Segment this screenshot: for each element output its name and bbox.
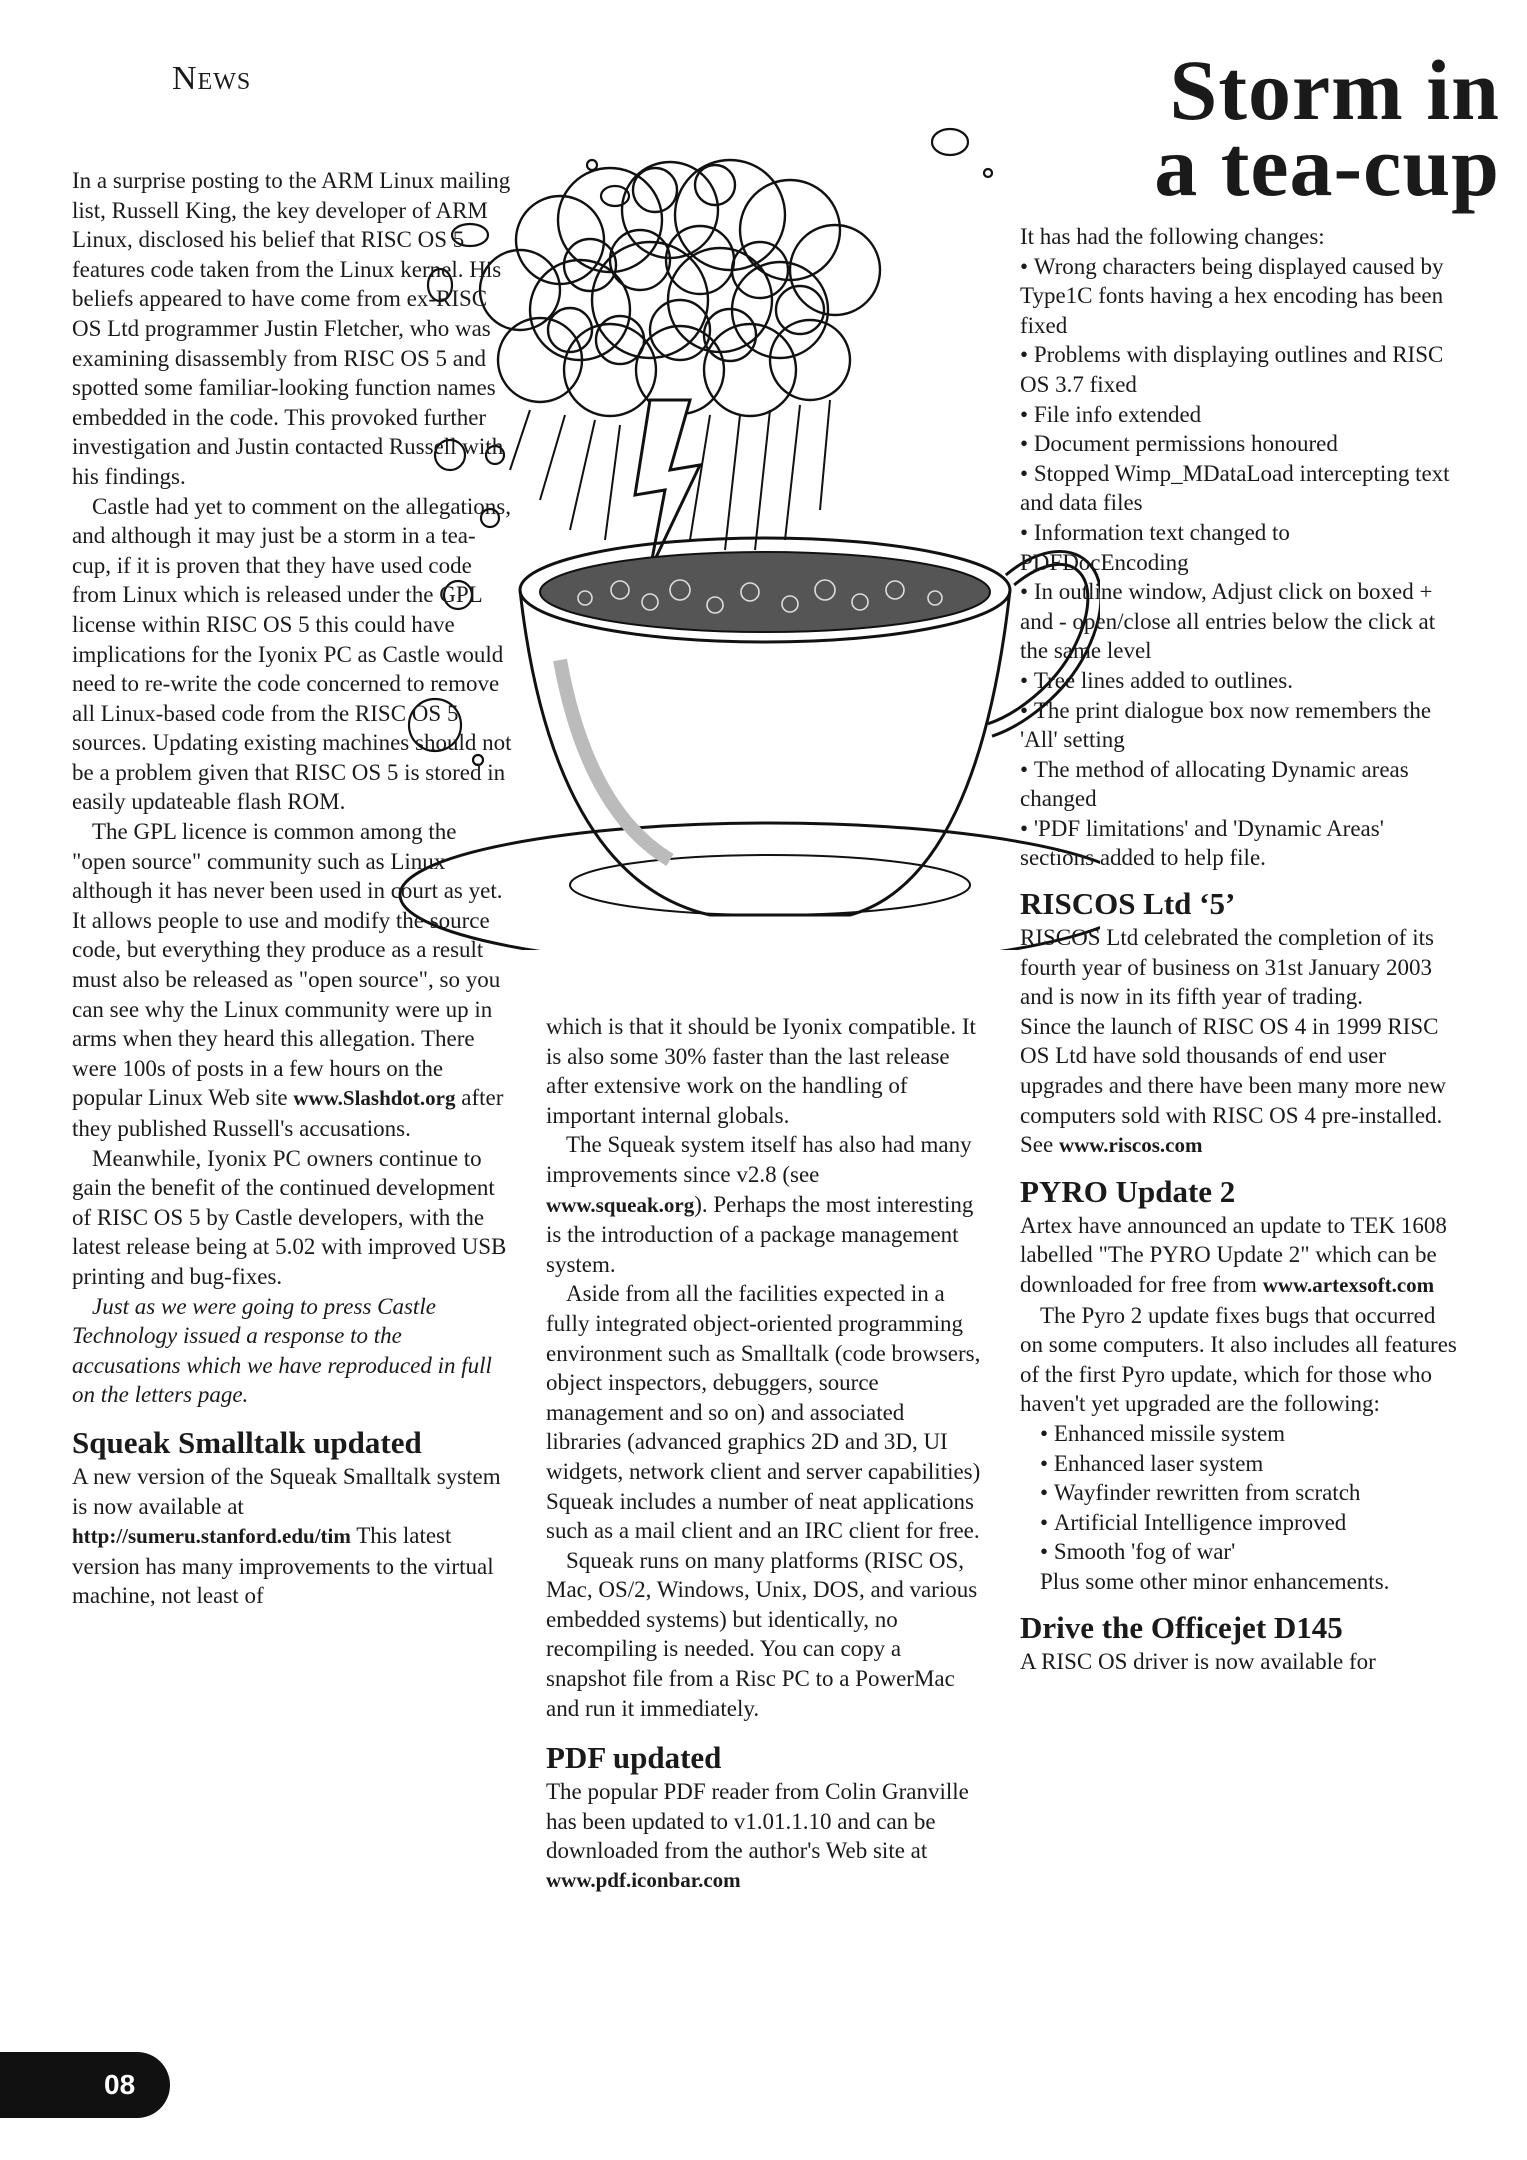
right-column: [1020, 222, 1460, 1676]
list-item: • Problems with displaying outlines and RISC OS 3.7 fixed: [1020, 340, 1460, 399]
changes-intro: It has had the following changes:: [1020, 224, 1325, 249]
list-item: • Smooth 'fog of war': [1040, 1537, 1460, 1567]
pyro-paragraph: The Pyro 2 update fixes bugs that occurred on some computers. It also includes all features of the first Pyro update, which for those who haven't yet upgraded are the following:: [1020, 1302, 1457, 1417]
page-number-badge: 08: [0, 2052, 170, 2118]
article-paragraph: [72, 817, 512, 1144]
list-item: • Tree lines added to outlines.: [1020, 666, 1460, 696]
article-intro: In a surprise posting to the ARM Linux mailing list, Russell King, the key developer of ARM Linux, disclosed his belief that RISC OS 5 features code taken from the Linux kernel. His beliefs appeared to have come from ex-RISC OS Ltd programmer Justin Fletcher, who was examining disassembly from RISC OS 5 and spotted some familiar-looking function names embedded in the code. This provoked further investigation and Justin contacted Russell with his findings.: [72, 168, 511, 489]
riscos-link[interactable]: www.riscos.com: [1058, 1133, 1203, 1158]
list-item: • 'PDF limitations' and 'Dynamic Areas' sections added to help file.: [1020, 814, 1460, 873]
list-item: • Stopped Wimp_MDataLoad intercepting text and data files: [1020, 459, 1460, 518]
list-item: • File info extended: [1020, 400, 1460, 430]
article-paragraph: Aside from all the facilities expected in a fully integrated object-oriented programming environment such as Smalltalk (code browsers, object inspectors, debuggers, source management and so on) and associated libraries (advanced graphics 2D and 3D, UI widgets, network client and server capabilities) Squeak includes a number of neat applications such as a mail client and an IRC client for free.: [546, 1281, 981, 1544]
riscos-heading: RISCOS Ltd ‘5’: [1020, 886, 1236, 922]
list-item: • The method of allocating Dynamic areas changed: [1020, 755, 1460, 814]
article-paragraph: which is that it should be Iyonix compatible. It is also some 30% faster than the last release after extensive work on the handling of important internal globals.: [546, 1014, 976, 1128]
paragraph-text: This latest version has many improvements to the virtual machine, not least of: [72, 1523, 494, 1609]
pdf-heading: PDF updated: [546, 1740, 722, 1776]
slashdot-link[interactable]: www.Slashdot.org: [293, 1086, 456, 1111]
changes-list: [1020, 252, 1460, 873]
squeak-org-link[interactable]: www.squeak.org: [546, 1192, 695, 1217]
pyro-heading: PYRO Update 2: [1020, 1173, 1236, 1209]
pdf-text: The popular PDF reader from Colin Granville has been updated to v1.01.1.10 and can be downloaded from the author's Web site at: [546, 1779, 969, 1864]
list-item: • Wayfinder rewritten from scratch: [1040, 1478, 1460, 1508]
paragraph-text: The Squeak system itself has also had many improvements since v2.8 (see: [546, 1132, 972, 1187]
article-paragraph: Squeak runs on many platforms (RISC OS, Mac, OS/2, Windows, Unix, DOS, and various embedded systems) but identically, no recompiling is needed. You can copy a snapshot file from a Risc PC to a PowerMac and run it immediately.: [546, 1547, 978, 1721]
article-paragraph: Meanwhile, Iyonix PC owners continue to gain the benefit of the continued development of RISC OS 5 by Castle developers, with the latest release being at 5.02 with improved USB printing and bug-fixes.: [72, 1145, 507, 1289]
pyro-paragraph: [1020, 1211, 1460, 1301]
left-column: [72, 166, 512, 1611]
storm-cloud: [480, 160, 880, 416]
list-item: • The print dialogue box now remembers the 'All' setting: [1020, 696, 1460, 755]
pyro-features-list: [1020, 1419, 1460, 1567]
paragraph-text: The GPL licence is common among the "open source" community such as Linux although it has never been used in court as yet. It allows people to use and modify the source code, but everything they produce as a result must also be released as "open source", so you can see why the Linux community were up in arms when they heard this allegation. There were 100s of posts in a few hours on the popular Linux Web site: [72, 819, 503, 1111]
paragraph-text: Artex have announced an update to TEK 1608 labelled "The PYRO Update 2" which can be downloaded for free from: [1020, 1212, 1447, 1297]
pdf-url-link[interactable]: www.pdf.iconbar.com: [546, 1868, 741, 1893]
artexsoft-link[interactable]: www.artexsoft.com: [1262, 1273, 1435, 1297]
section-label: News: [172, 60, 252, 97]
squeak-url-link[interactable]: http://sumeru.stanford.edu/tim: [72, 1524, 351, 1549]
italic-note: Just as we were going to press Castle Technology issued a response to the accusations which we have reproduced in full on the letters page.: [72, 1293, 492, 1408]
article-paragraph: Castle had yet to comment on the allegations, and although it may just be a storm in a tea-cup, if it is proven that they have used code from Linux which is released under the GPL license within RISC OS 5 this could have implications for the Iyonix PC as Castle would need to re-write the code concerned to remove all Linux-based code from the RISC OS 5 sources. Updating existing machines should not be a problem given that RISC OS 5 is stored in easily updateable flash ROM.: [72, 493, 512, 815]
list-item: • Enhanced missile system: [1040, 1419, 1460, 1449]
squeak-intro: [72, 1462, 512, 1611]
list-item: • Enhanced laser system: [1040, 1449, 1460, 1479]
riscos-paragraph: RISCOS Ltd celebrated the completion of its fourth year of business on 31st January 2003 and is now in its fifth year of trading.: [1020, 925, 1434, 1010]
list-item: • Document permissions honoured: [1020, 429, 1460, 459]
paragraph-text: ). Perhaps the most interesting is the introduction of a package management system.: [546, 1191, 974, 1277]
list-item: • Wrong characters being displayed caused by Type1C fonts having a hex encoding has been fixed: [1020, 252, 1460, 341]
paragraph-text: Since the launch of RISC OS 4 in 1999 RISC OS Ltd have sold thousands of end user upgrades and there have been many more new computers sold with RISC OS 4 pre-installed. See: [1020, 1013, 1446, 1158]
riscos-paragraph: [1020, 1012, 1460, 1161]
list-item: • In outline window, Adjust click on boxed + and - open/close all entries below the click at the same level: [1020, 577, 1460, 666]
list-item: • Information text changed to PDFDocEncoding: [1020, 518, 1460, 577]
officejet-text: A RISC OS driver is now available for: [1020, 1648, 1376, 1674]
headline: Storm in a tea-cup: [1154, 42, 1500, 214]
middle-column: [546, 1012, 984, 1896]
list-item: • Artificial Intelligence improved: [1040, 1508, 1460, 1538]
officejet-heading: Drive the Officejet D145: [1020, 1609, 1343, 1645]
article-paragraph: [546, 1130, 984, 1279]
squeak-heading: Squeak Smalltalk updated: [72, 1424, 422, 1460]
paragraph-text: after they published Russell's accusations.: [72, 1085, 504, 1141]
paragraph-text: A new version of the Squeak Smalltalk system is now available at: [72, 1463, 501, 1519]
pyro-paragraph: Plus some other minor enhancements.: [1040, 1568, 1390, 1594]
